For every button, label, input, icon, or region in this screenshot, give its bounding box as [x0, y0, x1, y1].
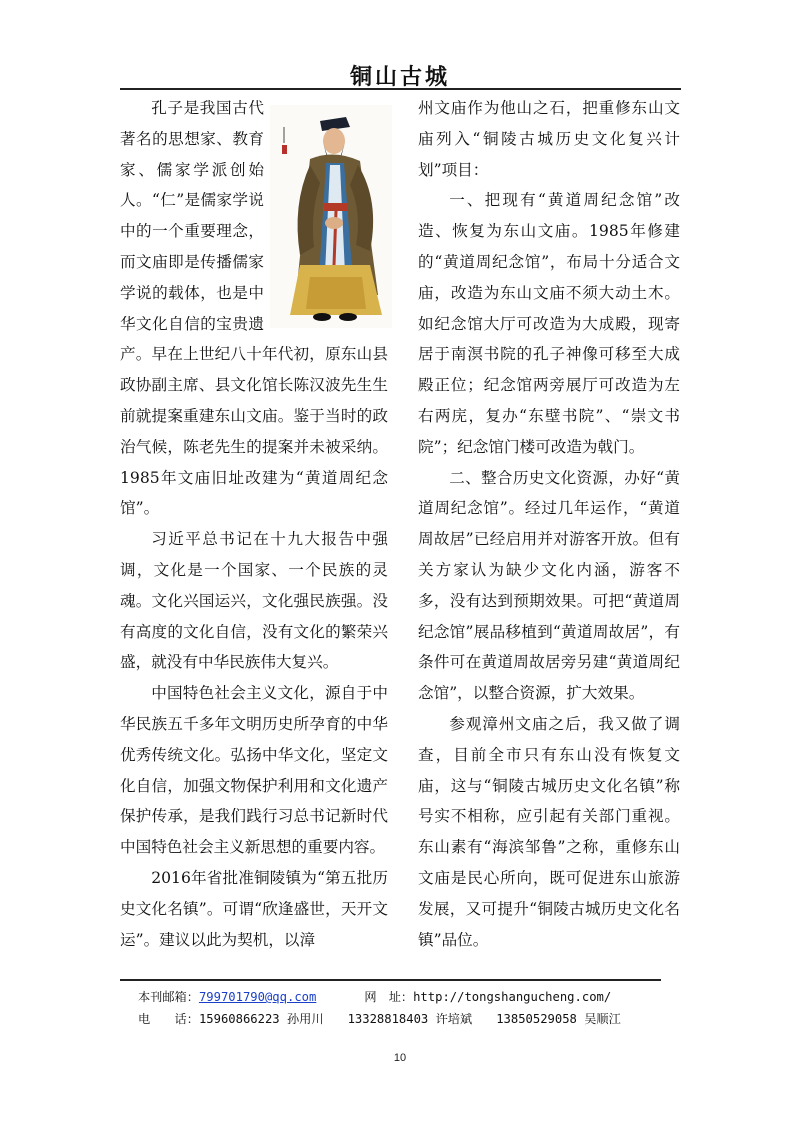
paragraph: 2016年省批准铜陵镇为“第五批历史文化名镇”。可谓“欣逢盛世，天开文运”。建议以此为契机，以漳 — [120, 868, 388, 949]
footer-rule — [120, 979, 661, 981]
phone-entry: 15960866223 孙用川 — [198, 1012, 324, 1026]
header-rule — [120, 88, 681, 90]
paragraph: 习近平总书记在十九大报告中强调，文化是一个国家、一个民族的灵魂。文化兴国运兴，文化强民族强。没有高度的文化自信，没有文化的繁荣兴盛，就没有中华民族伟大复兴。 — [120, 530, 388, 672]
paragraph: 中国特色社会主义文化，源自于中华民族五千多年文明历史所孕育的中华优秀传统文化。弘扬中华文化，坚定文化自信，加强文物保护利用和文化遗产保护传承，是我们践行习总书记新时代中国特色社会主义新思想的重要内容。 — [120, 684, 388, 857]
website-label: 网 址： — [364, 990, 414, 1004]
paragraph: 参观漳州文庙之后，我又做了调查，目前全市只有东山没有恢复文庙，这与“铜陵古城历史文化名镇”称号实不相称，应引起有关部门重视。东山素有“海滨邹鲁”之称，重修东山文庙是民心所向，既可促进东山旅游发展，又可提升“铜陵古城历史文化名镇”品位。 — [418, 714, 680, 949]
paragraph-continuation: 州文庙作为他山之石，把重修东山文庙列入“铜陵古城历史文化复兴计划”项目： — [418, 99, 680, 179]
email-link[interactable]: 799701790@qq.com — [198, 990, 317, 1004]
footer-contact-row — [138, 986, 621, 1008]
footer-phone-row — [138, 1008, 621, 1030]
paragraph: 二、整合历史文化资源，办好“黄道周纪念馆”。经过几年运作，“黄道周故居”已经启用并对游客开放。但有关方家认为缺少文化内涵，游客不多，没有达到预期效果。可把“黄道周纪念馆”展品移植到“黄道周故居”，有条件可在黄道周故居旁另建“黄道周纪念馆”，以整合资源，扩大效果。 — [418, 468, 680, 703]
phone-label: 电 话： — [138, 1012, 199, 1026]
confucius-portrait-icon — [270, 105, 392, 328]
article-right-column — [418, 93, 680, 955]
article-left-column — [120, 93, 388, 955]
footer — [138, 986, 621, 1030]
phone-entry: 13328818403 许培斌 — [347, 1012, 473, 1026]
paragraph: 一、把现有“黄道周纪念馆”改造、恢复为东山文庙。1985年修建的“黄道周纪念馆”，布局十分适合文庙，改造为东山文庙不须大动土木。如纪念馆大厅可改造为大成殿，现寄居于南溟书院的孔子神像可移至大成殿正位；纪念馆两旁展厅可改造为左右两庑，复办“东壁书院”、“崇文书院”；纪念馆门楼可改造为戟门。 — [418, 191, 680, 456]
phone-entry: 13850529058 吴顺江 — [496, 1012, 621, 1026]
magazine-title: 铜山古城 — [349, 64, 450, 90]
email-label: 本刊邮箱： — [138, 990, 199, 1004]
paragraph: 孔子是我国古代著名的思想家、教育家、儒家学派创始人。“仁”是儒家学说中的一个重要理念，而文庙即是传播儒家学说的载体，也是中华文化自信的宝贵遗产。早在上世纪八十年代初，原东山县政协副主席、县文化馆长陈汉波先生生前就提案重建东山文庙。鉴于当时的政治气候，陈老先生的提案并未被采纳。1985年文庙旧址改建为“黄道周纪念馆”。 — [120, 99, 388, 518]
website-link[interactable]: http://tongshangucheng.com/ — [413, 990, 612, 1004]
page-number: 10 — [393, 1052, 407, 1064]
